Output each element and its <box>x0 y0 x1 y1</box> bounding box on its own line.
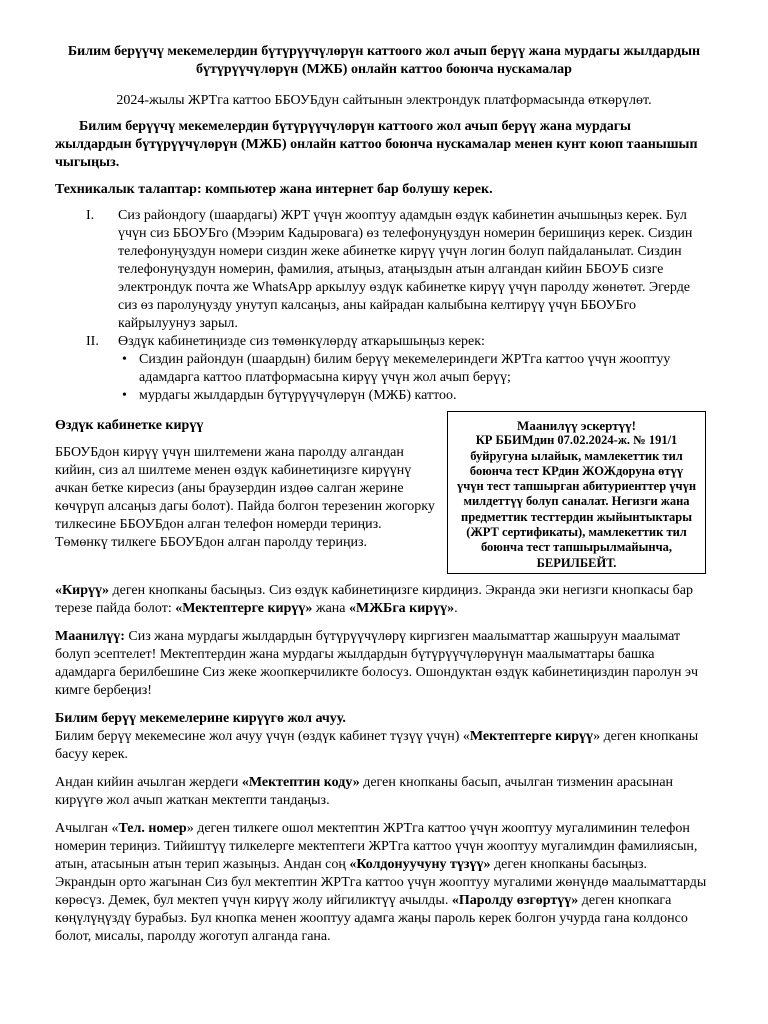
step-number: II. <box>86 334 99 349</box>
text-run: » деген кнопканы басуу керек. <box>55 729 699 762</box>
school-access-paragraph <box>55 710 709 764</box>
main-body <box>55 582 709 946</box>
steps-list <box>55 207 705 405</box>
important-notice-box <box>447 411 706 574</box>
step-text: Өздүк кабинетиңизде сиз төмөнкүлөрдү аткарышыңыз керек: <box>118 334 485 349</box>
bullet-item <box>118 387 705 405</box>
step-number: I. <box>86 208 95 223</box>
school-code-button-name: «Мектептин коду» <box>241 775 360 790</box>
text-run: деген кнопканы басыңыз. Экрандын орто жагынан Сиз бул мектептин ЖРТга каттоо үчүн жооптуу мугалими жөнүндө маалыматтарды көрөсүз. Демек, бул мектеп үчүн кирүү жолу ийгиликтүү ачылды. <box>55 857 707 908</box>
text-run: Билим берүү мекемесине жол ачуу үчүн (өздүк кабинет түзүү үчүн) « <box>55 729 470 744</box>
mjb-button-name: «МЖБга кирүү» <box>349 601 455 616</box>
text-run: деген кнопкага көңүлүңүздү бурабыз. Бул кнопка менен жооптуу адамга жаңы пароль керек болгон учурда гана колдонсо болот, мисалы, паролду жоготуп алганда гана. <box>55 893 688 944</box>
step-text: Сиз райондогу (шаардагы) ЖРТ үчүн жооптуу адамдын өздүк кабинетин ачышыңыз керек. Бул үчүн сиз ББОУБго (Мээрим Кадыровага) өз телефонуңуздун номерин беришиңиз керек. Сиздин телефонуңуздун номери сиздин жеке абинетке кирүү үчүн логин болуп пайдаланылат. Сиздин телефонуңуздун номерин, фамилия, атыңыз, атаңыздын атын алгандан кийин ББОУБ сизге электрондук почта же WhatsApp аркылуу өздүк кабинетке кирүү үчүн паролду жөнөтөт. Эгерде сиз өз паролуңузду унутуп калсаңыз, аны кайрадан калыбына келтирүү үчүн ББОУБго кайрылуунуз зарыл. <box>118 208 693 331</box>
step-bullets <box>118 351 705 405</box>
bullet-icon: • <box>122 388 127 403</box>
text-run: » деген тилкеге ошол мектептин ЖРТга каттоо үчүн жооптуу мугалиминин телефон номерин териңиз. Тийиштүү тилкелерге мектептеги ЖРТга каттоо үчүн жооптуу мугалимдин фамилиясын, атын, атасынын атын терип жазыңыз. Андан соң <box>55 821 698 872</box>
document-title: Билим берүүчү мекемелердин бүтүрүүчүлөрүн каттоого жол ачып берүү жана мурдагы жылдардын бүтүрүүчүлөрүн (МЖБ) онлайн каттоо боюнча нускамалар <box>67 44 701 77</box>
intro-paragraph: Билим берүүчү мекемелердин бүтүрүүчүлөрүн каттоого жол ачып берүү жана мурдагы жылдардын бүтүрүүчүлөрүн (МЖБ) онлайн каттоо боюнча нускамалар менен кунт коюп таанышып чыгыңыз. <box>55 119 698 170</box>
login-instructions-paragraph <box>55 582 709 618</box>
login-button-name: «Кирүү» <box>55 583 110 598</box>
text-run: деген кнопканы басып, ачылган тизменин арасынан кирүүгө жол ачып жаткан мектепти тандаңыз. <box>55 775 674 808</box>
schools-button-name: «Мектептерге кирүү» <box>175 601 313 616</box>
step-item-2 <box>55 333 705 405</box>
important-paragraph <box>55 628 709 700</box>
text-run: . <box>454 601 458 616</box>
school-code-paragraph <box>55 774 709 810</box>
phone-field-name: Тел. номер <box>118 821 187 836</box>
important-label: Маанилүү: <box>55 629 125 644</box>
schools-button-name: Мектептерге кирүү <box>469 729 594 744</box>
bullet-icon: • <box>122 352 127 367</box>
change-password-button-name: «Паролду өзгөртүү» <box>451 893 579 908</box>
text-run: жана <box>312 601 349 616</box>
text-run: Андан кийин ачылган жердеги <box>55 775 242 790</box>
login-section <box>55 417 435 552</box>
create-user-button-name: «Колдонуучуну түзүү» <box>349 857 491 872</box>
phone-paragraph <box>55 820 709 946</box>
notice-text: КР ББИМдин 07.02.2024-ж. № 191/1 буйругуна ылайык, мамлекеттик тил боюнча тест КРдин ЖОЖдоруна өтүү үчүн тест тапшырган абитуриенттер үчүн милдеттүү болуп саналат. Негизги жана предметтик тесттердин жыйынтыктары (ЖРТ сертификаты), мамлекеттик тил боюнча тест тапшырылмайынча, БЕРИЛБЕЙТ. <box>456 433 697 570</box>
text-run: Сиз жана мурдагы жылдардын бүтүрүүчүлөрү киргизген маалыматтар жашыруун маалымат болуп эсептелет! Мектептердин жана мурдагы жылдардын бүтүрүүчүлөрүнүн маалыматтары башка адамдарга берилбешине Сиз жеке жоопкерчиликте болосуз. Ошондуктан өздүк кабинетиңиздин паролун эч кимге бербеңиз! <box>55 629 699 698</box>
text-run: Ачылган « <box>55 821 119 836</box>
bullet-text: мурдагы жылдардын бүтүрүүчүлөрүн (МЖБ) каттоо. <box>139 388 457 403</box>
text-run: деген кнопканы басыңыз. Сиз өздүк кабинетиңизге кирдиңиз. Экранда эки негизги кнопкасы бар терезе пайда болот: <box>55 583 693 616</box>
school-access-heading: Билим берүү мекемелерине кирүүгө жол ачуу. <box>55 711 346 726</box>
bullet-text: Сиздин райондун (шаардын) билим берүү мекемелериндеги ЖРТга каттоо үчүн жооптуу адамдарга каттоо платформасына кирүү үчүн жол ачып берүү; <box>139 352 671 385</box>
tech-requirements: Техникалык талаптар: компьютер жана интернет бар болушу керек. <box>55 182 493 197</box>
login-heading: Өздүк кабинетке кирүү <box>55 418 204 433</box>
document-subtitle: 2024-жылы ЖРТга каттоо ББОУБдун сайтынын электрондук платформасында өткөрүлөт. <box>116 93 652 108</box>
login-text: ББОУБдон кирүү үчүн шилтемени жана паролду алгандан кийин, сиз ал шилтеме менен өздүк кабинетиңизге кирүүнү ачкан бетке киресиз (аны браузердин издөө салган жерине көчүрүп алсаңыз дагы болот). Пайда болгон терезенин жогорку тилкесине ББОУБдон алган телефон номерди териңиз. Төмөнкү тилкеге ББОУБдон алган паролду териңиз. <box>55 445 435 550</box>
bullet-item <box>118 351 705 387</box>
step-item-1 <box>55 207 705 333</box>
notice-title: Маанилүү эскертүү! <box>517 418 636 433</box>
